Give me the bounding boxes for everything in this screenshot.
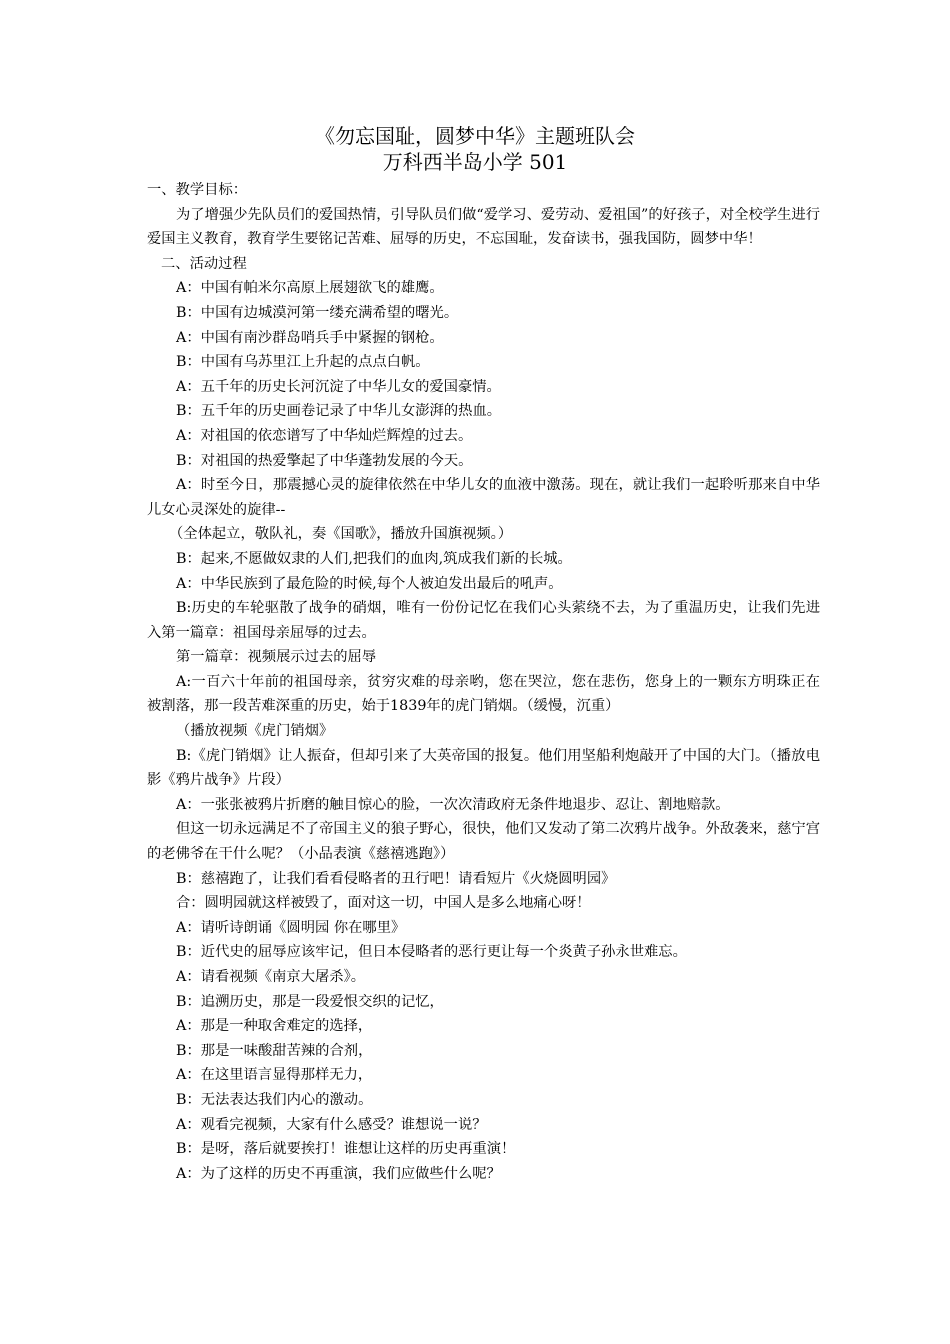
dialogue-line: A：一张张被鸦片折磨的触目惊心的脸，一次次清政府无条件地退步、忍让、割地赔款。 [176, 796, 730, 813]
dialogue-line: A：观看完视频，大家有什么感受？谁想说一说？ [176, 1116, 487, 1133]
dialogue-line: A：请看视频《南京大屠杀》。 [176, 969, 366, 985]
dialogue-line: A：对祖国的依恋谱写了中华灿烂辉煌的过去。 [176, 427, 473, 444]
dialogue-line: A：为了这样的历史不再重演，我们应做些什么呢？ [176, 1165, 501, 1182]
dialogue-line: A：中国有帕米尔高原上展翅欲飞的雄鹰。 [176, 280, 444, 297]
dialogue-line: A：那是一种取舍难定的选择， [176, 1018, 373, 1035]
dialogue-paragraph: 但这一切永远满足不了帝国主义的狼子野心，很快，他们又发动了第二次鸦片战争。外敌袭来，慈宁宫的老佛爷在干什么呢？（小品表演《慈禧逃跑》） [147, 821, 820, 863]
dialogue-line: B：追溯历史，那是一段爱恨交织的记忆， [176, 993, 444, 1010]
document-subtitle: 万科西半岛小学 501 [382, 150, 568, 174]
dialogue-line: A：中国有南沙群岛哨兵手中紧握的钢枪。 [176, 329, 444, 346]
document-title: 《勿忘国耻，圆梦中华》主题班队会 [315, 124, 635, 148]
goal-paragraph: 为了增强少先队员们的爱国热情，引导队员们做“爱学习、爱劳动、爱祖国”的好孩子，对全校学生进行爱国主义教育，教育学生要铭记苦难、屈辱的历史，不忘国耻，发奋读书，强我国防，圆梦中华！ [147, 206, 820, 248]
dialogue-line: B：慈禧跑了，让我们看看侵略者的丑行吧！请看短片《火烧圆明园》 [176, 870, 616, 887]
dialogue-line: A：中华民族到了最危险的时候,每个人被迫发出最后的吼声。 [176, 575, 563, 592]
dialogue-paragraph: B:《虎门销烟》让人振奋，但却引来了大英帝国的报复。他们用坚船利炮敲开了中国的大门。（播放电影《鸦片战争》片段） [147, 747, 820, 789]
dialogue-line: 合：圆明园就这样被毁了，面对这一切，中国人是多么地痛心呀！ [176, 895, 591, 912]
dialogue-paragraph: A:一百六十年前的祖国母亲，贫穷灾难的母亲哟，您在哭泣，您在悲伤，您身上的一颗东方明珠正在被割落，那一段苦难深重的历史，始于1839年的虎门销烟。（缓慢，沉重） [147, 673, 820, 715]
dialogue-line: B：是呀，落后就要挨打！谁想让这样的历史再重演！ [176, 1141, 516, 1158]
stage-direction: （播放视频《虎门销烟》 [176, 723, 334, 740]
process-heading: 二、活动过程 [161, 255, 247, 272]
dialogue-paragraph: B:历史的车轮驱散了战争的硝烟，唯有一份份记忆在我们心头萦绕不去，为了重温历史，让我们先进入第一篇章：祖国母亲屈辱的过去。 [147, 600, 820, 641]
dialogue-line: B：近代史的屈辱应该牢记，但日本侵略者的恶行更让每一个炎黄子孙永世难忘。 [176, 944, 687, 961]
dialogue-line: A：请听诗朗诵《圆明园 你在哪里》 [176, 919, 406, 936]
dialogue-line: B：对祖国的热爱擎起了中华蓬勃发展的今天。 [176, 452, 473, 469]
dialogue-line: B：那是一味酸甜苦辣的合剂， [176, 1042, 373, 1059]
dialogue-paragraph: A：时至今日，那震撼心灵的旋律依然在中华儿女的血液中激荡。现在，就让我们一起聆听那来自中华儿女心灵深处的旋律-- [147, 477, 820, 518]
goal-heading: 一、教学目标： [147, 182, 248, 198]
stage-direction: （全体起立，敬队礼，奏《国歌》，播放升国旗视频。） [169, 526, 513, 543]
dialogue-line: B：五千年的历史画卷记录了中华儿女澎湃的热血。 [176, 403, 502, 420]
dialogue-line: A：在这里语言显得那样无力， [176, 1067, 373, 1084]
dialogue-line: B：起来,不愿做奴隶的人们,把我们的血肉,筑成我们新的长城。 [176, 550, 572, 567]
document-body [147, 178, 820, 1186]
dialogue-line: B：中国有乌苏里江上升起的点点白帆。 [176, 354, 430, 371]
chapter-heading: 第一篇章：视频展示过去的屈辱 [176, 649, 377, 666]
dialogue-line: B：中国有边城漠河第一缕充满希望的曙光。 [176, 304, 459, 321]
dialogue-line: B：无法表达我们内心的激动。 [176, 1091, 373, 1108]
dialogue-line: A：五千年的历史长河沉淀了中华儿女的爱国豪情。 [176, 378, 501, 395]
